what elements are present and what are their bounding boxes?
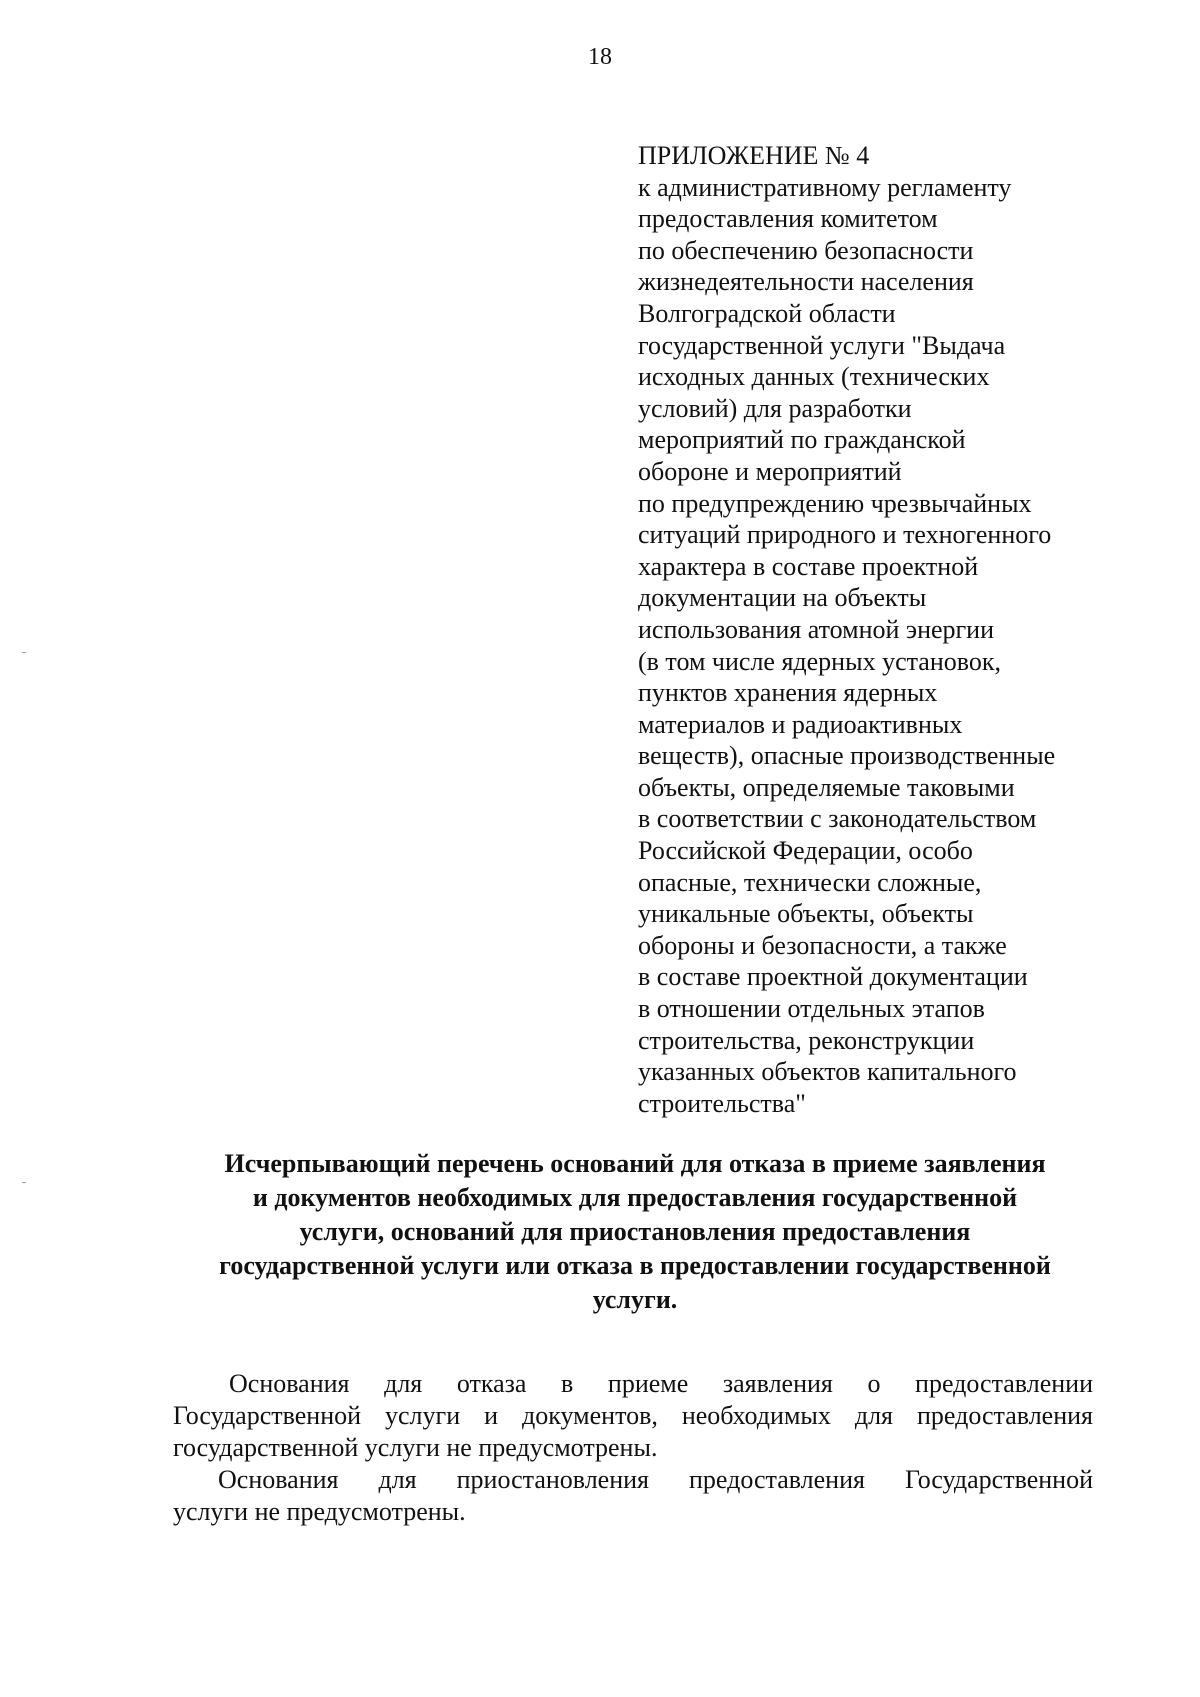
paragraph-line: услуги не предусмотрены.: [173, 1497, 466, 1526]
appendix-line: пунктов хранения ядерных: [638, 678, 938, 708]
appendix-line: условий) для разработки: [638, 393, 912, 423]
appendix-line: ситуаций природного и техногенного: [638, 520, 1052, 550]
appendix-line: исходных данных (технических: [638, 362, 990, 392]
heading-line: услуги, оснований для приостановления предоставления: [299, 1217, 971, 1246]
paragraph-refusal-grounds: [173, 1368, 1093, 1464]
appendix-line: веществ), опасные производственные: [638, 741, 1056, 771]
appendix-line: строительства": [638, 1088, 806, 1118]
section-heading: [150, 1147, 1120, 1317]
scan-artifact: [22, 652, 26, 653]
appendix-line: (в том числе ядерных установок,: [638, 646, 1001, 676]
appendix-line: характера в составе проектной: [638, 551, 979, 581]
appendix-line: уникальные объекты, объекты: [638, 899, 974, 929]
paragraph-line: Основания для приостановления предоставления Государственной: [218, 1465, 1093, 1494]
appendix-line: Волгоградской области: [638, 298, 896, 328]
appendix-line: в отношении отдельных этапов: [638, 994, 985, 1024]
paragraph-line: государственной услуги не предусмотрены.: [173, 1433, 658, 1462]
appendix-line: указанных объектов капитального: [638, 1057, 1017, 1087]
appendix-line: обороне и мероприятий: [638, 456, 902, 486]
appendix-line: строительства, реконструкции: [638, 1025, 975, 1055]
appendix-line: к административному регламенту: [638, 172, 1012, 202]
appendix-line: опасные, технически сложные,: [638, 867, 982, 897]
heading-line: государственной услуги или отказа в предоставлении государственной: [219, 1251, 1051, 1280]
appendix-line: документации на объекты: [638, 583, 927, 613]
appendix-line: в составе проектной документации: [638, 962, 1028, 992]
appendix-line: материалов и радиоактивных: [638, 709, 963, 739]
body-text: [173, 1368, 1093, 1528]
appendix-line: предоставления комитетом: [638, 204, 938, 234]
page-number: 18: [588, 44, 612, 70]
heading-line: услуги.: [592, 1285, 678, 1314]
appendix-line: использования атомной энергии: [638, 614, 995, 644]
scan-artifact: [22, 1182, 26, 1183]
paragraph-suspension-grounds: [173, 1464, 1093, 1528]
paragraph-line: Государственной услуги и документов, необходимых для предоставления: [173, 1401, 1093, 1430]
appendix-line: в соответствии с законодательством: [638, 804, 1037, 834]
appendix-line: жизнедеятельности населения: [638, 267, 974, 297]
appendix-line: государственной услуги "Выдача: [638, 330, 1006, 360]
appendix-title: ПРИЛОЖЕНИЕ № 4: [638, 141, 870, 170]
appendix-block: [638, 140, 1158, 1119]
appendix-line: мероприятий по гражданской: [638, 425, 966, 455]
appendix-line: объекты, определяемые таковыми: [638, 772, 1015, 802]
heading-line: Исчерпывающий перечень оснований для отказа в приеме заявления: [224, 1149, 1046, 1178]
heading-line: и документов необходимых для предоставления государственной: [252, 1183, 1018, 1212]
paragraph-line: Основания для отказа в приеме заявления о предоставлении: [229, 1369, 1093, 1398]
appendix-line: Российской Федерации, особо: [638, 836, 973, 866]
appendix-line: обороны и безопасности, а также: [638, 930, 1007, 960]
appendix-line: по обеспечению безопасности: [638, 235, 974, 265]
appendix-line: по предупреждению чрезвычайных: [638, 488, 1032, 518]
